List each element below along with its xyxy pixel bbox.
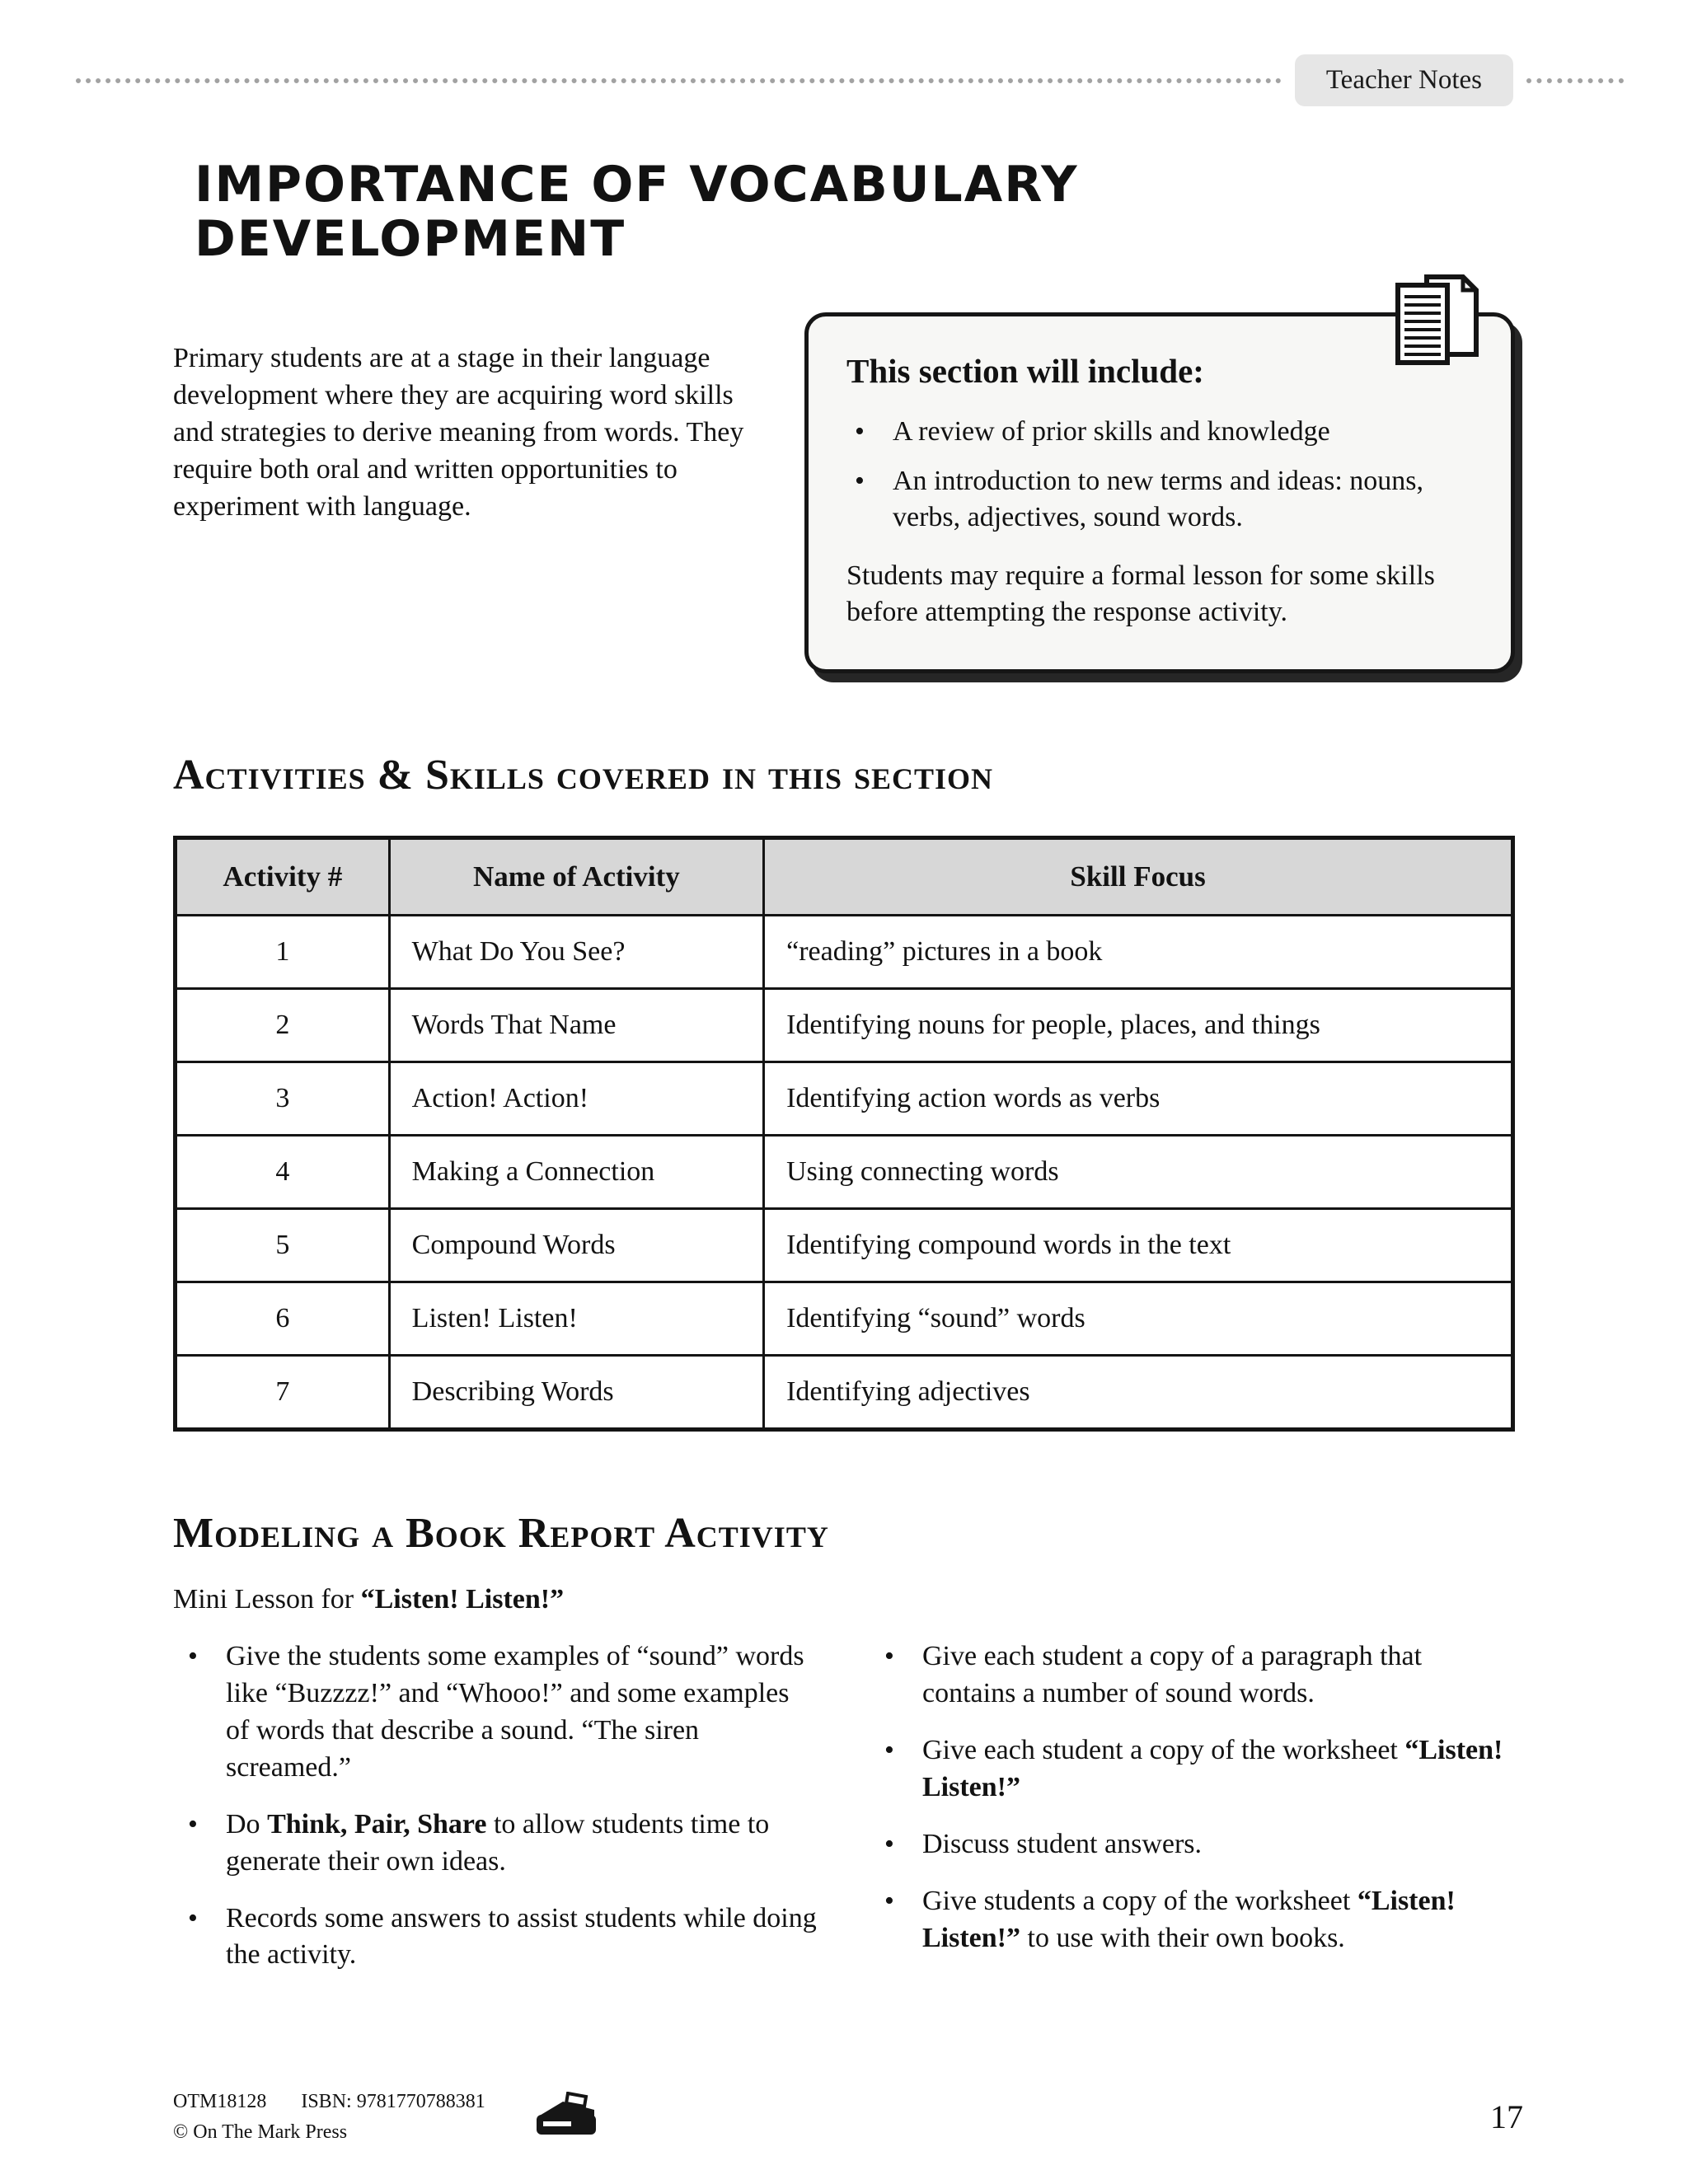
activity-number: 4	[176, 1136, 390, 1209]
page-title: IMPORTANCE OF VOCABULARY DEVELOPMENT	[195, 156, 1079, 268]
table-row	[176, 1062, 1513, 1136]
modeling-bullets-left	[188, 1638, 818, 1994]
bullet-icon: •	[884, 1828, 894, 1859]
bullet-icon: •	[855, 466, 865, 497]
modeling-bullets-right	[884, 1638, 1515, 1994]
document-pages-icon	[1394, 272, 1479, 372]
bullet-text: Give each student a copy of a paragraph that contains a number of sound words.	[922, 1641, 1423, 1709]
activities-section-heading: Activities & Skills covered in this section	[173, 752, 994, 799]
bullet-text: Give the students some examples of “sound” words like “Buzzzz!” and “Whooo!” and some examples of words that describe a sound. “The siren screamed.”	[226, 1641, 804, 1783]
footer-publication-info	[173, 2087, 485, 2148]
table-row	[176, 916, 1513, 989]
bullet-text: Records some answers to assist students while doing the activity.	[226, 1902, 817, 1971]
skill-focus: Using connecting words	[764, 1136, 1513, 1209]
dotted-rule	[76, 78, 1282, 83]
bullet-text: Give each student a copy of the worksheet “Listen! Listen!”	[922, 1735, 1503, 1802]
bullet-icon: •	[884, 1641, 894, 1672]
activity-name: Making a Connection	[389, 1136, 763, 1209]
skill-focus: Identifying action words as verbs	[764, 1062, 1513, 1136]
footer-isbn: ISBN: 9781770788381	[301, 2090, 485, 2112]
page-header	[76, 0, 1624, 106]
activity-number: 3	[176, 1062, 390, 1136]
mini-lesson-line: Mini Lesson for “Listen! Listen!”	[173, 1584, 565, 1615]
activity-name: What Do You See?	[389, 916, 763, 989]
bullet-icon: •	[884, 1735, 894, 1766]
table-row	[176, 989, 1513, 1062]
footer-copyright: © On The Mark Press	[173, 2121, 348, 2143]
list-item	[188, 1807, 818, 1881]
teacher-notes-tab: Teacher Notes	[1295, 54, 1513, 106]
page-number: 17	[1490, 2098, 1523, 2136]
skill-focus: Identifying adjectives	[764, 1356, 1513, 1430]
list-item	[884, 1732, 1515, 1807]
table-header-row	[176, 838, 1513, 916]
activity-number: 1	[176, 916, 390, 989]
intro-paragraph: Primary students are at a stage in their language development where they are acquiring word skills and strategies to derive meaning from words. They require both oral and written opportunities to experiment with language.	[173, 343, 744, 522]
list-item	[188, 1900, 818, 1975]
include-box-note: Students may require a formal lesson for some skills before attempting the response activity.	[846, 560, 1435, 628]
list-item	[188, 1638, 818, 1787]
activity-name: Describing Words	[389, 1356, 763, 1430]
activity-number: 6	[176, 1282, 390, 1356]
bullet-text: An introduction to new terms and ideas: nouns, verbs, adjectives, sound words.	[893, 466, 1424, 533]
bullet-text: Discuss student answers.	[922, 1828, 1203, 1859]
table-row	[176, 1136, 1513, 1209]
list-item	[884, 1826, 1515, 1863]
activity-name: Listen! Listen!	[389, 1282, 763, 1356]
bullet-text: A review of prior skills and knowledge	[893, 416, 1330, 447]
skill-focus: Identifying compound words in the text	[764, 1209, 1513, 1282]
bullet-icon: •	[884, 1885, 894, 1916]
activity-number: 5	[176, 1209, 390, 1282]
column-header-activity-name: Name of Activity	[389, 838, 763, 916]
skill-focus: “reading” pictures in a book	[764, 916, 1513, 989]
footer-product-code: OTM18128	[173, 2090, 267, 2112]
activity-name: Action! Action!	[389, 1062, 763, 1136]
bullet-text: Give students a copy of the worksheet “Listen! Listen!” to use with their own books.	[922, 1885, 1456, 1953]
skill-focus: Identifying “sound” words	[764, 1282, 1513, 1356]
list-item	[884, 1883, 1515, 1957]
table-row	[176, 1282, 1513, 1356]
bullet-icon: •	[188, 1808, 198, 1840]
list-item	[884, 1638, 1515, 1713]
list-item	[855, 463, 1473, 536]
printer-icon	[535, 2092, 598, 2142]
include-box-list	[855, 414, 1473, 537]
table-row	[176, 1356, 1513, 1430]
bullet-icon: •	[188, 1902, 198, 1933]
table-row	[176, 1209, 1513, 1282]
activities-table	[173, 836, 1515, 1432]
section-include-box	[804, 312, 1515, 673]
column-header-skill-focus: Skill Focus	[764, 838, 1513, 916]
modeling-section-heading: Modeling a Book Report Activity	[173, 1510, 829, 1558]
bullet-text: Do Think, Pair, Share to allow students time to generate their own ideas.	[226, 1808, 770, 1877]
page-footer	[173, 2087, 1523, 2148]
intro-section	[173, 312, 1515, 673]
activity-number: 7	[176, 1356, 390, 1430]
include-box-heading: This section will include:	[846, 352, 1204, 390]
activity-name: Words That Name	[389, 989, 763, 1062]
activity-name: Compound Words	[389, 1209, 763, 1282]
list-item	[855, 414, 1473, 450]
dotted-rule-end	[1526, 78, 1624, 83]
column-header-activity-number: Activity #	[176, 838, 390, 916]
bullet-icon: •	[855, 416, 865, 447]
skill-focus: Identifying nouns for people, places, and things	[764, 989, 1513, 1062]
modeling-bullets	[188, 1638, 1515, 1994]
activities-table-wrap	[173, 836, 1515, 1432]
bullet-icon: •	[188, 1641, 198, 1672]
activity-number: 2	[176, 989, 390, 1062]
